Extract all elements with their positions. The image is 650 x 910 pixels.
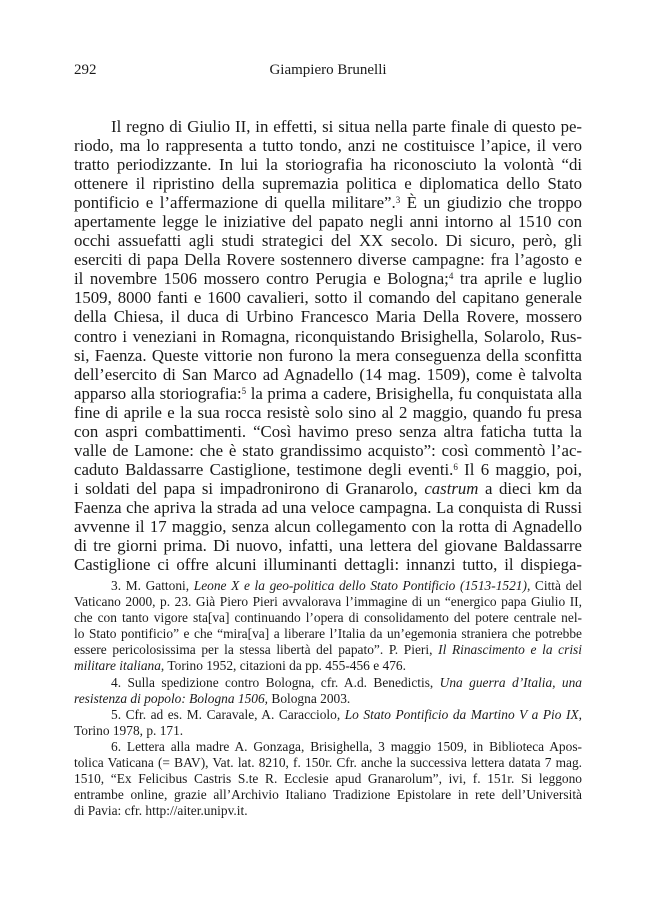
body-line: Castiglione ci offre alcuni illuminanti dettagli: innanzi tutto, il dispiega-	[74, 555, 582, 575]
body-line: tratto periodizzante. In lui la storiografia ha riconosciuto la volontà “di	[74, 155, 582, 175]
body-line: apparso alla storiografia:$^5$ la prima a cadere, Brisighella, fu conquistata alla	[74, 383, 582, 403]
book-title: Leone X e la geo-politica dello Stato Pontificio (1513-1521)	[193, 578, 527, 593]
running-head-author: Giampiero Brunelli	[269, 62, 387, 78]
body-line: avvenne il 17 maggio, senza alcun collegamento con la rotta di Agnadello	[74, 516, 582, 536]
body-line: eserciti di papa Della Rovere sostennero diverse campagne: fra l’agosto e	[74, 250, 582, 270]
body-line: 1509, 8000 fanti e 1600 cavalieri, sotto il comando del capitano generale	[74, 288, 582, 308]
footnote-line: Vaticano 2000, p. 23. Già Piero Pieri avvalorava l’immagine di un “energico papa Giulio II,	[74, 594, 582, 610]
body-line: dell’esercito di San Marco ad Agnadello (14 mag. 1509), come è talvolta	[74, 364, 582, 384]
body-line: di tre giorni prima. Di nuovo, infatti, una lettera del giovane Baldassarre	[74, 536, 582, 556]
footnote-6	[74, 739, 582, 819]
page-header	[74, 62, 582, 84]
footnotes-section	[74, 578, 582, 819]
body-line: con aspri combattimenti. “Così havimo preso senza altra faticha tutta la	[74, 421, 582, 441]
body-line: valle de Lamone: che è stato grandissimo acquisto”: così commentò l’ac-	[74, 440, 582, 460]
body-line: Faenza che apriva la strada ad una veloce campagna. La conquista di Russi	[74, 497, 582, 517]
footnote-line: di Pavia: cfr. http://aiter.unipv.it.	[74, 803, 248, 819]
italic-term: castrum	[424, 478, 479, 498]
footnote-line: lo Stato pontificio” e che “mira[va] a liberare l’Italia da un’egemonia straniera che potrebbe	[74, 626, 582, 642]
body-line: fine di aprile e la sua rocca resistè solo sino al 2 maggio, quando fu presa	[74, 402, 582, 422]
main-text-paragraph	[74, 117, 582, 574]
footnote-ref-3[interactable]: 3	[395, 195, 401, 206]
footnote-line: che con tanto vigore sta[va] continuando l’opera di consolidamento del potere centrale nel-	[74, 610, 582, 626]
body-line: apertamente legge le iniziative del papato negli anni intorno al 1510 con	[74, 212, 582, 232]
body-line: caduto Baldassarre Castiglione, testimone degli eventi.$^6$ Il 6 maggio, poi,	[74, 459, 583, 479]
footnote-4	[74, 675, 582, 707]
body-line: contro i veneziani in Romagna, riconquistando Brisighella, Solarolo, Rus-	[74, 326, 582, 346]
footnote-line: Torino 1978, p. 171.	[74, 722, 184, 738]
body-line: pontificio e l’affermazione di quella militare”.$^3$ È un giudizio che troppo	[74, 193, 582, 213]
footnote-ref-5[interactable]: 5	[241, 385, 247, 396]
footnote-5	[74, 707, 582, 739]
footnote-line: militare italiana, Torino 1952, citazioni da pp. 455-456 e 476.	[74, 658, 406, 674]
body-line: Il regno di Giulio II, in effetti, si situa nella parte finale di questo pe-	[111, 117, 582, 136]
book-title: militare italiana	[74, 658, 161, 674]
footnote-line: 1510, “Ex Felicibus Castris S.te R. Ecclesie apud Granarolum”, ivi, f. 151r. Si leggono	[74, 771, 582, 787]
footnote-line: 4. Sulla spedizione contro Bologna, cfr. A.d. Benedictis, Una guerra d’Italia, una	[111, 674, 582, 690]
body-line: il novembre 1506 mossero contro Perugia e Bologna;$^4$ tra aprile e luglio	[74, 269, 582, 289]
book-title: Il Rinascimento e la crisi	[438, 642, 582, 658]
body-line: ottenere il ripristino della supremazia politica e diplomatica dello Stato	[74, 174, 582, 194]
footnote-line: 3. M. Gattoni, Leone X e la geo-politica dello Stato Pontificio (1513-1521), Città del	[111, 578, 582, 593]
footnote-line: resistenza di popolo: Bologna 1506, Bologna 2003.	[74, 690, 351, 706]
footnote-line: essere pericolosissima per la stessa libertà del papato”. P. Pieri, Il Rinascimento e la crisi	[74, 642, 582, 658]
footnote-line: 6. Lettera alla madre A. Gonzaga, Brisighella, 3 maggio 1509, in Biblioteca Apos-	[111, 738, 582, 754]
page-number: 292	[74, 62, 97, 78]
body-line: riodo, ma lo rappresenta a tutto tondo, anzi ne costituisce l’apice, il vero	[74, 136, 582, 156]
footnote-ref-4[interactable]: 4	[448, 271, 454, 282]
book-title: Lo Stato Pontificio da Martino V a Pio IX	[344, 706, 579, 722]
footnote-line: 5. Cfr. ad es. M. Caravale, A. Caracciolo, Lo Stato Pontificio da Martino V a Pio IX,	[111, 706, 582, 722]
body-line: si, Faenza. Queste vittorie non furono la mera conseguenza della sconfitta	[74, 345, 582, 365]
footnote-line: tolica Vaticana (= BAV), Vat. lat. 8210, f. 150r. Cfr. anche la successiva lettera datata 7 mag.	[74, 755, 582, 771]
footnote-ref-6[interactable]: 6	[453, 461, 458, 472]
footnote-3	[74, 578, 582, 675]
body-line: i soldati del papa si impadronirono di Granarolo, castrum a dieci km da	[74, 478, 583, 498]
body-line: occhi assuefatti agli studi strategici del XX secolo. Di sicuro, però, gli	[74, 231, 582, 251]
book-title: resistenza di popolo: Bologna 1506,	[74, 690, 269, 706]
book-title: Una guerra d’Italia, una	[439, 674, 582, 690]
footnote-line: entrambe online, grazie all’Archivio Italiano Tradizione Epistolare in rete dell’Università	[74, 787, 582, 803]
body-line: della Chiesa, il duca di Urbino Francesco Maria Della Rovere, mossero	[74, 307, 582, 327]
